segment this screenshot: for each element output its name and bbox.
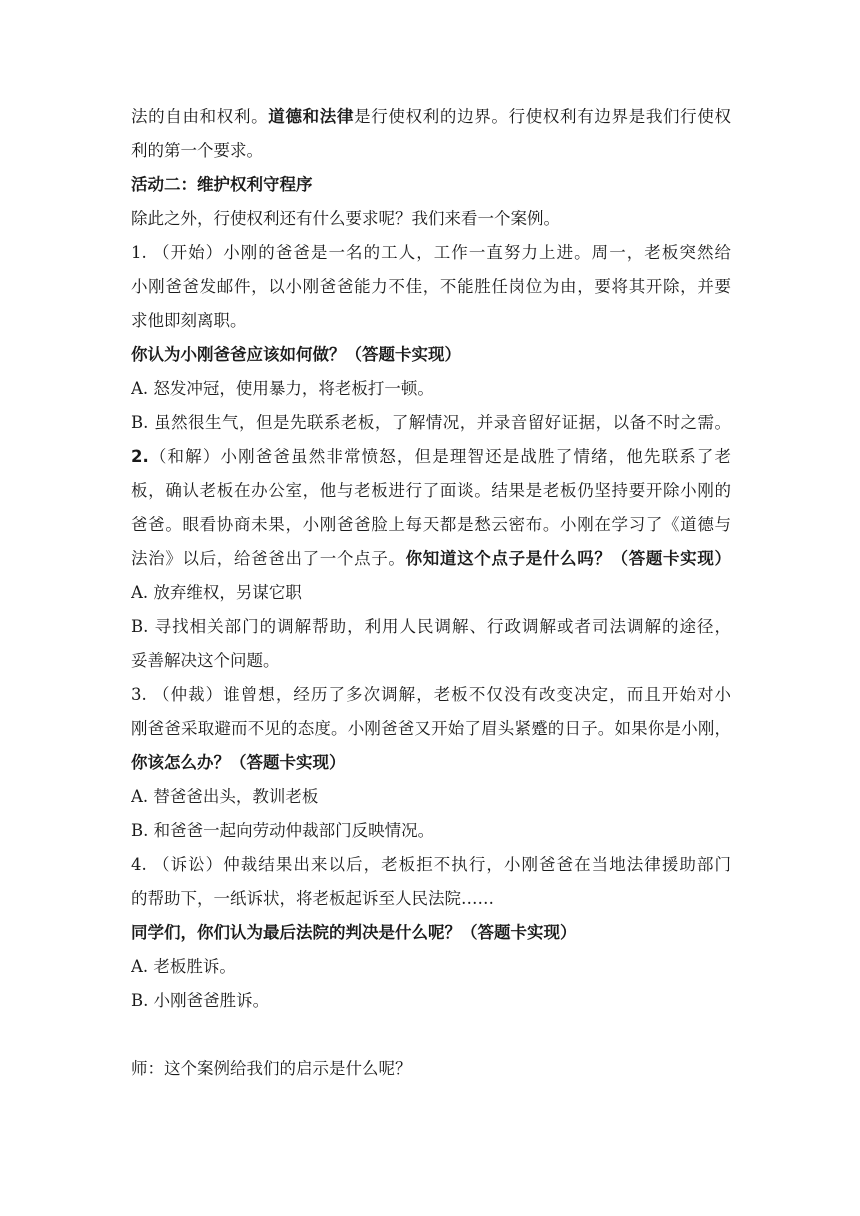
text-run: 是行使权利的边界。行使权利有边界是我们行使权 (354, 107, 731, 126)
bold-text-run: 道德和法律 (268, 107, 355, 126)
case2-option-b-cont: 妥善解决这个问题。 (131, 651, 280, 670)
activity-heading: 活动二：维护权利守程序 (131, 175, 313, 194)
text-run: （和解）小刚爸爸虽然非常愤怒，但是理智还是战胜了情绪，他先联系了老 (148, 447, 731, 466)
case3-question: 你该怎么办？（答题卡实现） (131, 753, 346, 772)
case4-question: 同学们，你们认为最后法院的判决是什么呢？（答题卡实现） (131, 923, 577, 942)
case2-line: 板，确认老板在办公室，他与老板进行了面谈。结果是老板仍坚持要开除小刚的 (131, 481, 731, 500)
text-run: 法治》以后，给爸爸出了一个点子。 (131, 549, 406, 568)
case3-line: 刚爸爸采取避而不见的态度。小刚爸爸又开始了眉头紧蹙的日子。如果你是小刚， (131, 719, 731, 738)
case1-line: 求他即刻离职。 (131, 311, 247, 330)
blank-line (131, 1018, 731, 1052)
case4-line: 的帮助下，一纸诉状，将老板起诉至人民法院…… (131, 889, 494, 908)
text-run: 法的自由和权利。 (131, 107, 269, 126)
intro-line: 除此之外，行使权利还有什么要求呢？我们来看一个案例。 (131, 209, 560, 228)
case-number: 2. (131, 447, 149, 466)
case2-line (131, 542, 731, 576)
case1-line: 1. （开始）小刚的爸爸是一名的工人，工作一直努力上进。周一，老板突然给 (131, 243, 731, 262)
paragraph-line (131, 100, 731, 134)
case3-line: 3. （仲裁）谁曾想，经历了多次调解，老板不仅没有改变决定，而且开始对小 (131, 685, 731, 704)
case3-option-a: A. 替爸爸出头，教训老板 (131, 787, 319, 806)
case2-line: 爸爸。眼看协商未果，小刚爸爸脸上每天都是愁云密布。小刚在学习了《道德与 (131, 515, 731, 534)
document-page (131, 100, 731, 1086)
case2-line (131, 440, 731, 474)
case3-option-b: B. 和爸爸一起向劳动仲裁部门反映情况。 (131, 821, 435, 840)
case4-option-a: A. 老板胜诉。 (131, 957, 236, 976)
case1-option-b: B. 虽然很生气，但是先联系老板，了解情况，并录音留好证据，以备不时之需。 (131, 413, 731, 432)
case4-line: 4. （诉讼）仲裁结果出来以后，老板拒不执行，小刚爸爸在当地法律援助部门 (131, 855, 731, 874)
case1-option-a: A. 怒发冲冠，使用暴力，将老板打一顿。 (131, 379, 434, 398)
case1-question: 你认为小刚爸爸应该如何做？（答题卡实现） (131, 345, 461, 364)
teacher-line: 师：这个案例给我们的启示是什么呢？ (131, 1059, 412, 1078)
case1-line: 小刚爸爸发邮件，以小刚爸爸能力不佳，不能胜任岗位为由，要将其开除，并要 (131, 277, 731, 296)
paragraph-line: 利的第一个要求。 (131, 141, 263, 160)
case4-option-b: B. 小刚爸爸胜诉。 (131, 991, 270, 1010)
case2-option-b: B. 寻找相关部门的调解帮助，利用人民调解、行政调解或者司法调解的途径， (131, 617, 731, 636)
case2-question: 你知道这个点子是什么吗？（答题卡实现） (405, 549, 731, 568)
case2-option-a: A. 放弃维权，另谋它职 (131, 583, 302, 602)
